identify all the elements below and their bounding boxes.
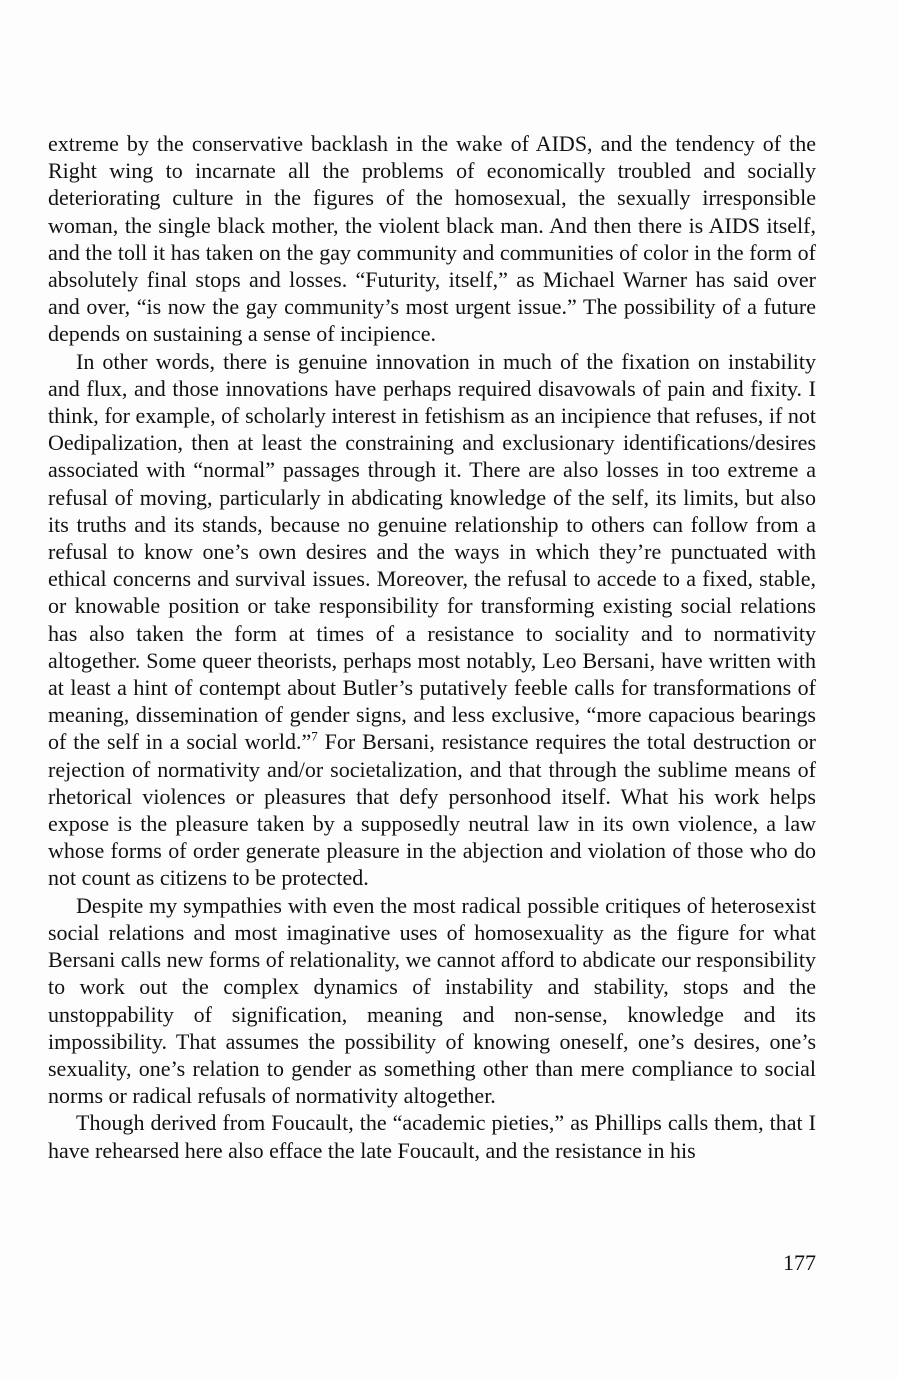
footnote-marker: 7: [311, 729, 318, 745]
paragraph: extreme by the conservative backlash in the wake of AIDS, and the tendency of the Right wing to incarnate all the problems of economically troubled and socially deteriorating culture in the figures of the homosexual, the sexually irresponsible woman, the single black mother, the violent black man. And then there is AIDS itself, and the toll it has taken on the gay community and communities of color in the form of absolutely final stops and losses. “Futurity, itself,” as Michael Warner has said over and over, “is now the gay community’s most urgent issue.” The possibility of a future depends on sustaining a sense of incipience.: [48, 131, 816, 347]
paragraph: [48, 348, 816, 892]
paragraph: Despite my sympathies with even the most radical possible critiques of heterosexist social relations and most imaginative uses of homosexuality as the figure for what Bersani calls new forms of relationality, we cannot afford to abdicate our responsibility to work out the complex dynamics of instability and stability, stops and the unstoppability of signification, meaning and non-sense, knowledge and its impossibility. That assumes the possibility of knowing oneself, one’s desires, one’s sexuality, one’s relation to gender as something other than mere compliance to social norms or radical refusals of normativity altogether.: [48, 892, 816, 1109]
paragraph: Though derived from Foucault, the “academic pieties,” as Phillips calls them, that I have rehearsed here also efface the late Foucault, and the resistance in his: [48, 1110, 816, 1163]
page-number: 177: [783, 1250, 816, 1275]
body-text: [48, 130, 816, 1164]
paragraph-text: In other words, there is genuine innovation in much of the fixation on instability and flux, and those innovations have perhaps required disavowals of pain and fixity. I think, for example, of scholarly interest in fetishism as an incipience that refuses, if not Oedipalization, then at least the constraining and exclusionary identifications/desires associated with “normal” passages through it. There are also losses in too extreme a refusal of moving, particularly in abdicating knowledge of the self, its limits, but also its truths and its stands, because no genuine relationship to others can follow from a refusal to know one’s own desires and the ways in which they’re punctuated with ethical concerns and survival issues. Moreover, the refusal to accede to a fixed, stable, or knowable position or take responsibility for transforming existing social relations has also taken the form at times of a resistance to sociality and to normativity altogether. Some queer theorists, perhaps most notably, Leo Bersani, have written with at least a hint of contempt about Butler’s putatively feeble calls for transformations of meaning, dissemination of gender signs, and less exclusive, “more capacious bearings of the self in a social world.”: [48, 348, 816, 755]
paragraph-text: For Bersani, resistance requires the total destruction or rejection of normativity and/or societalization, and that through the sublime means of rhetorical violences or pleasures that defy personhood itself. What his work helps expose is the pleasure taken by a supposedly neutral law in its own violence, a law whose forms of order generate pleasure in the abjection and violation of those who do not count as citizens to be protected.: [48, 729, 816, 891]
